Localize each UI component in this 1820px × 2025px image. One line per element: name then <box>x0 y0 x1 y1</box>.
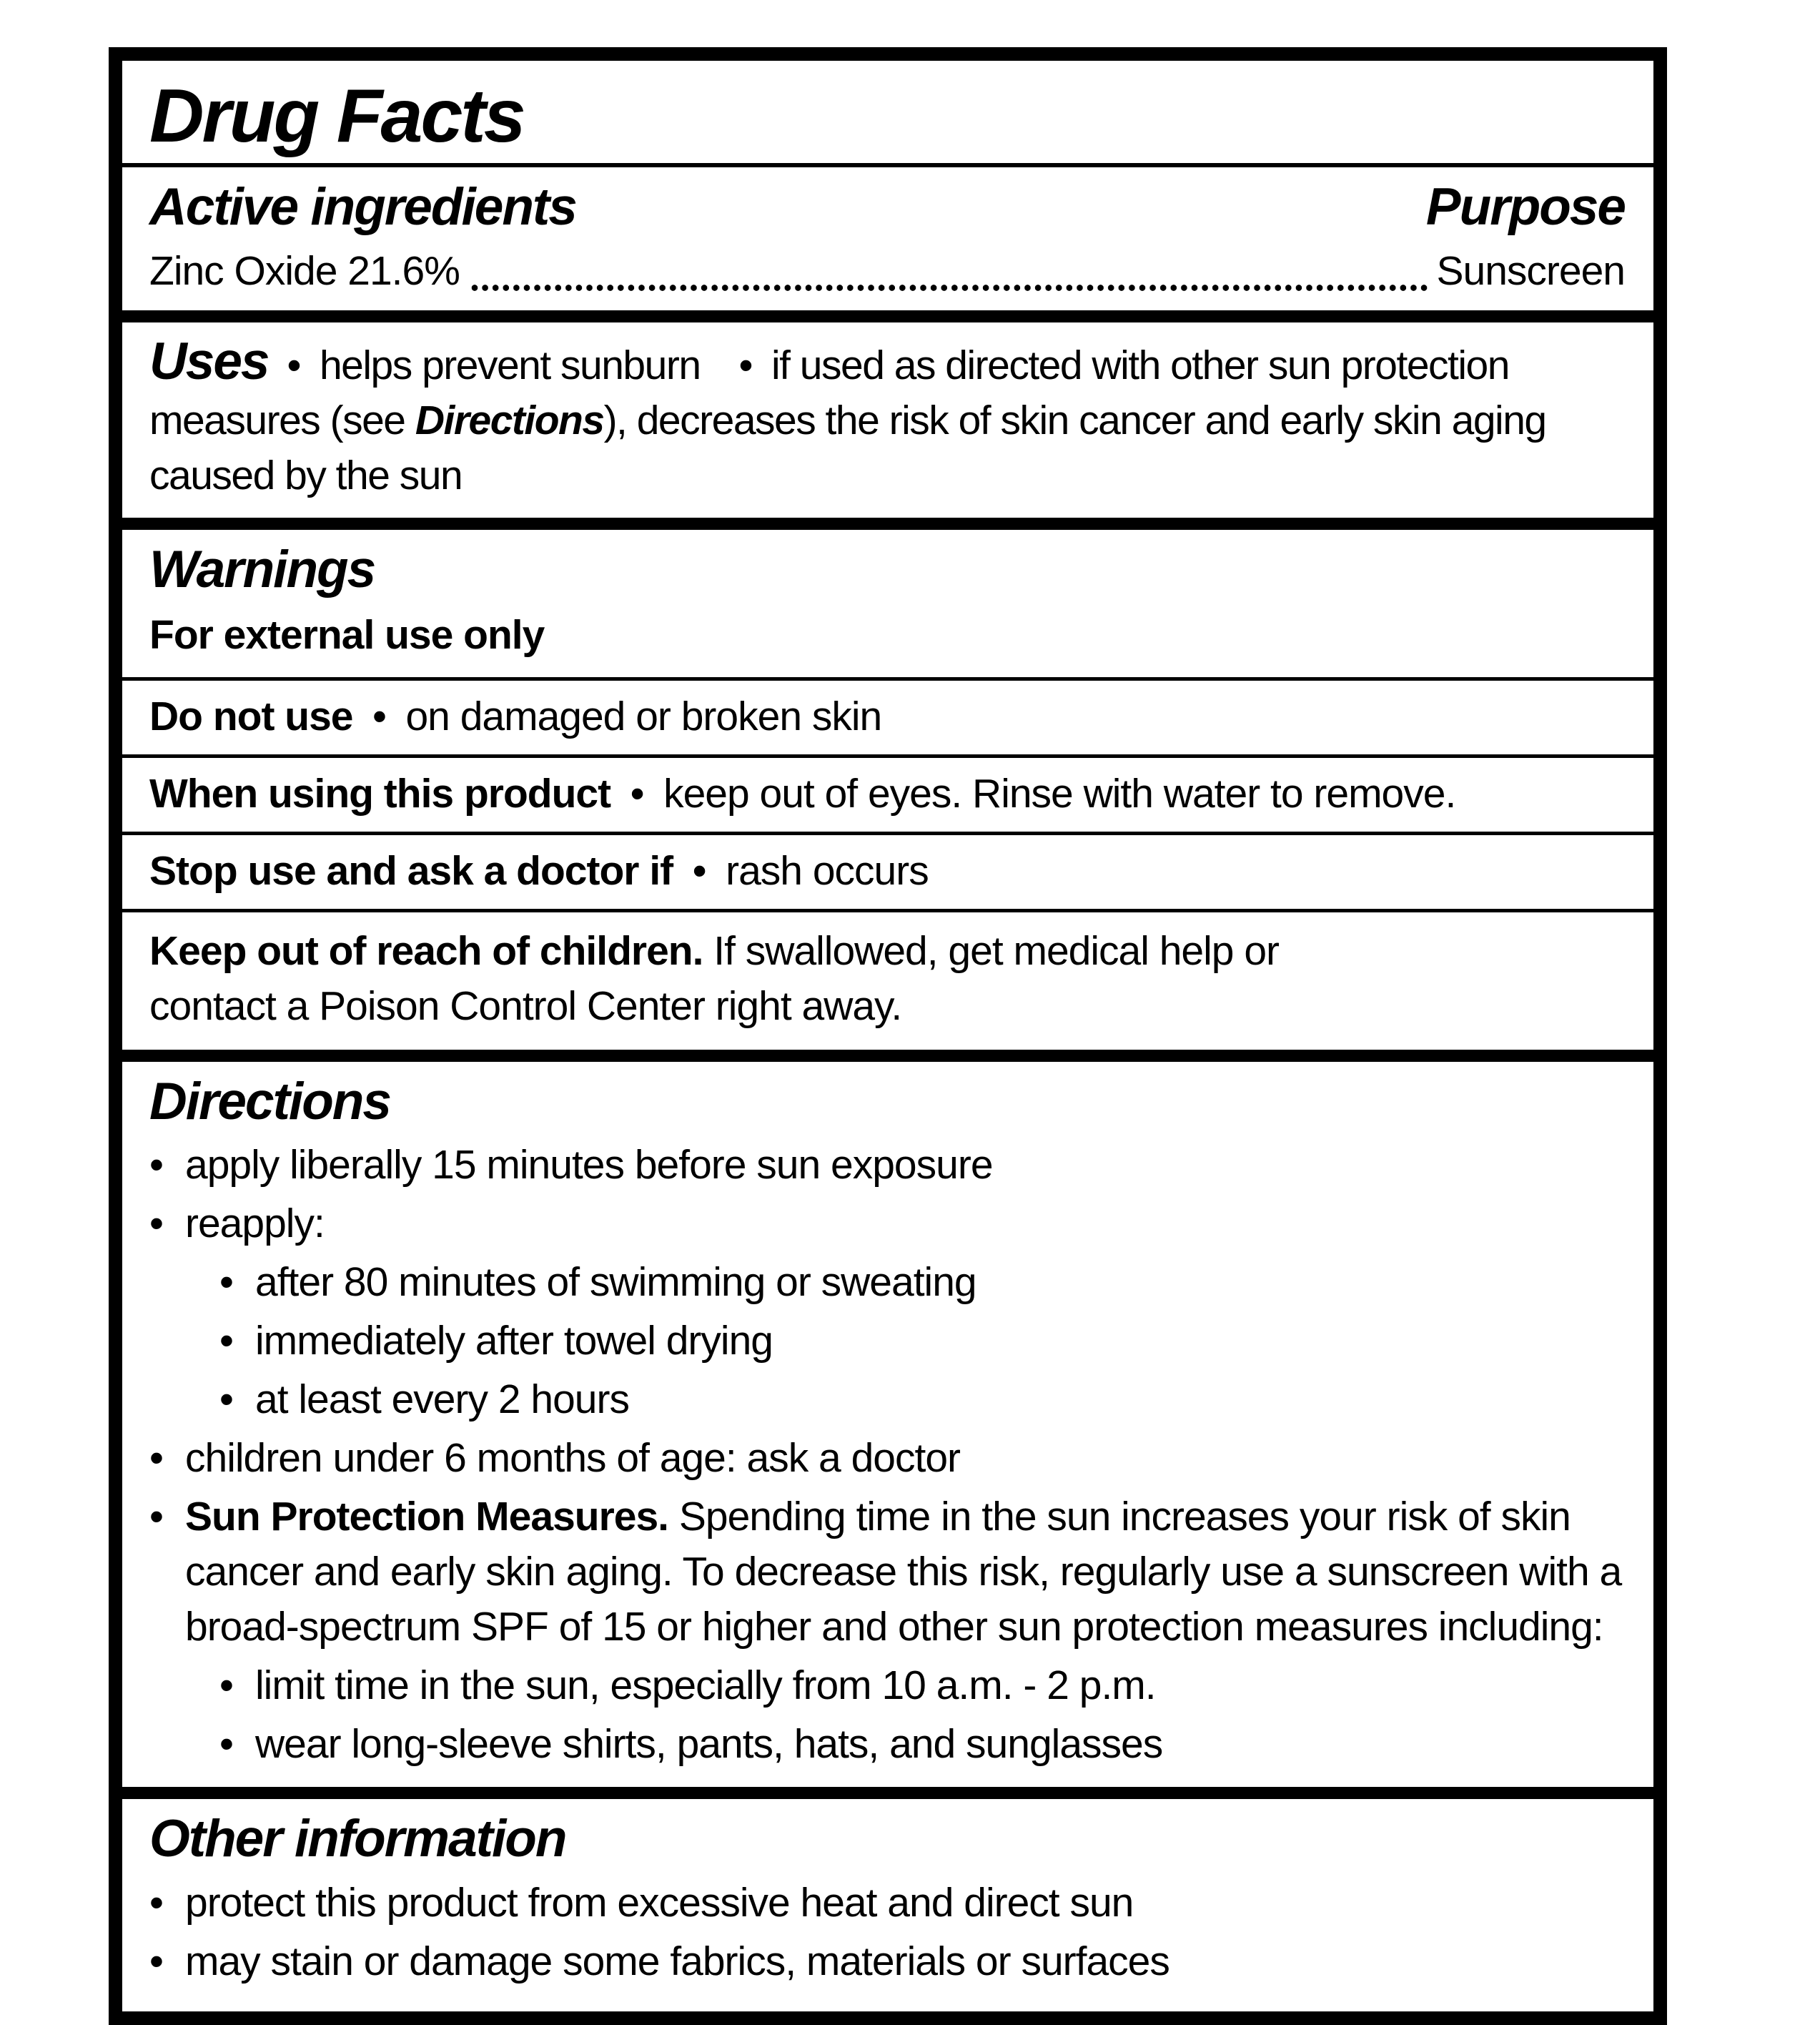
direction-towel-drying: immediately after towel drying <box>255 1318 773 1364</box>
other-information-heading: Other information <box>149 1810 566 1868</box>
ingredient-row <box>149 244 1625 299</box>
uses-directions-ref: Directions <box>415 397 604 443</box>
drug-facts-panel <box>109 47 1667 2025</box>
sun-protection-measures-lead: Sun Protection Measures. <box>185 1494 669 1540</box>
directions-list <box>149 1131 1625 1772</box>
warning-when-using-text: • keep out of eyes. Rinse with water to remove. <box>610 771 1456 817</box>
direction-wear-clothing: wear long-sleeve shirts, pants, hats, and sunglasses <box>255 1721 1163 1768</box>
uses-text-post: ), decreases the risk of skin cancer and early skin aging caused by the sun <box>149 397 1546 498</box>
bullet-icon: • <box>219 1662 233 1709</box>
warnings-section <box>122 530 1653 677</box>
purpose-value: Sunscreen <box>1436 247 1625 294</box>
direction-sun-protection-measures <box>185 1489 1625 1655</box>
uses-heading: Uses <box>149 332 269 390</box>
active-ingredients-header-row <box>149 177 1625 237</box>
list-item <box>219 1255 1625 1310</box>
bullet-icon: • <box>149 1879 163 1926</box>
sun-protection-measures-text: Spending time in the sun increases your risk of skin cancer and early skin aging. To decrease this risk, regularly use a sunscreen with a broad-spectrum SPF of 15 or higher and other sun protection measures including: <box>185 1494 1622 1650</box>
ingredient-name: Zinc Oxide 21.6% <box>149 247 460 294</box>
list-item <box>219 1372 1625 1427</box>
other-information-section <box>122 1799 1653 2011</box>
uses-section <box>122 322 1653 518</box>
bullet-icon: • <box>149 1201 163 1247</box>
direction-apply-liberally: apply liberally 15 minutes before sun exposure <box>185 1142 993 1188</box>
bullet-icon: • <box>219 1721 233 1768</box>
warning-keep-out-text: If swallowed, get medical help or contact a Poison Control Center right away. <box>149 928 1280 1030</box>
list-item <box>149 1196 1625 1251</box>
list-item <box>149 1876 1625 1931</box>
bullet-icon: • <box>149 1938 163 1984</box>
direction-reapply: reapply: <box>185 1201 325 1247</box>
direction-every-2-hours: at least every 2 hours <box>255 1376 629 1423</box>
list-item <box>219 1314 1625 1369</box>
bullet-icon: • <box>219 1376 233 1423</box>
directions-section <box>122 1062 1653 1787</box>
title-section <box>122 61 1653 163</box>
list-item <box>219 1717 1625 1772</box>
section-divider <box>122 310 1653 322</box>
warning-when-using-row <box>122 758 1653 832</box>
uses-paragraph <box>149 334 1638 503</box>
warning-keep-out-row <box>122 912 1653 1050</box>
directions-heading: Directions <box>149 1073 390 1131</box>
section-divider <box>122 1050 1653 1062</box>
section-divider <box>122 1787 1653 1799</box>
list-item <box>149 1431 1625 1486</box>
purpose-heading: Purpose <box>1425 177 1625 236</box>
bullet-icon: • <box>149 1494 163 1540</box>
list-item <box>149 1489 1625 1655</box>
warning-external-use-row <box>149 599 1625 673</box>
other-information-list <box>149 1869 1625 1989</box>
uses-text-pre: • helps prevent sunburn • if used as directed with other sun protection measures (see <box>149 342 1509 443</box>
bullet-icon: • <box>149 1435 163 1482</box>
dotted-leader <box>470 284 1430 292</box>
direction-children-under-6: children under 6 months of age: ask a doctor <box>185 1435 961 1482</box>
direction-after-80-minutes: after 80 minutes of swimming or sweating <box>255 1259 976 1306</box>
bullet-icon: • <box>149 1142 163 1188</box>
warning-do-not-use-row <box>122 681 1653 754</box>
warning-keep-out-lead: Keep out of reach of children. <box>149 928 703 975</box>
page-title: Drug Facts <box>149 74 524 158</box>
bullet-icon: • <box>219 1318 233 1364</box>
direction-limit-time: limit time in the sun, especially from 10 a.m. - 2 p.m. <box>255 1662 1156 1709</box>
warning-stop-use-lead: Stop use and ask a doctor if <box>149 848 673 895</box>
warning-when-using-lead: When using this product <box>149 771 611 817</box>
other-info-may-stain: may stain or damage some fabrics, materials or surfaces <box>185 1938 1169 1984</box>
warning-do-not-use-lead: Do not use <box>149 694 353 740</box>
warnings-heading: Warnings <box>149 540 375 598</box>
list-item <box>149 1138 1625 1193</box>
section-divider <box>122 518 1653 530</box>
warning-external-use-lead: For external use only <box>149 612 545 659</box>
other-info-protect-from-heat: protect this product from excessive heat and direct sun <box>185 1879 1134 1926</box>
list-item <box>219 1658 1625 1713</box>
warning-stop-use-text: • rash occurs <box>673 848 929 895</box>
list-item <box>149 1934 1625 1989</box>
bullet-icon: • <box>219 1259 233 1306</box>
active-ingredients-heading: Active ingredients <box>149 177 576 236</box>
warning-do-not-use-text: • on damaged or broken skin <box>352 694 882 740</box>
warning-stop-use-row <box>122 835 1653 909</box>
warning-keep-out-text-wrap <box>149 924 1379 1034</box>
active-ingredients-section <box>122 167 1653 310</box>
